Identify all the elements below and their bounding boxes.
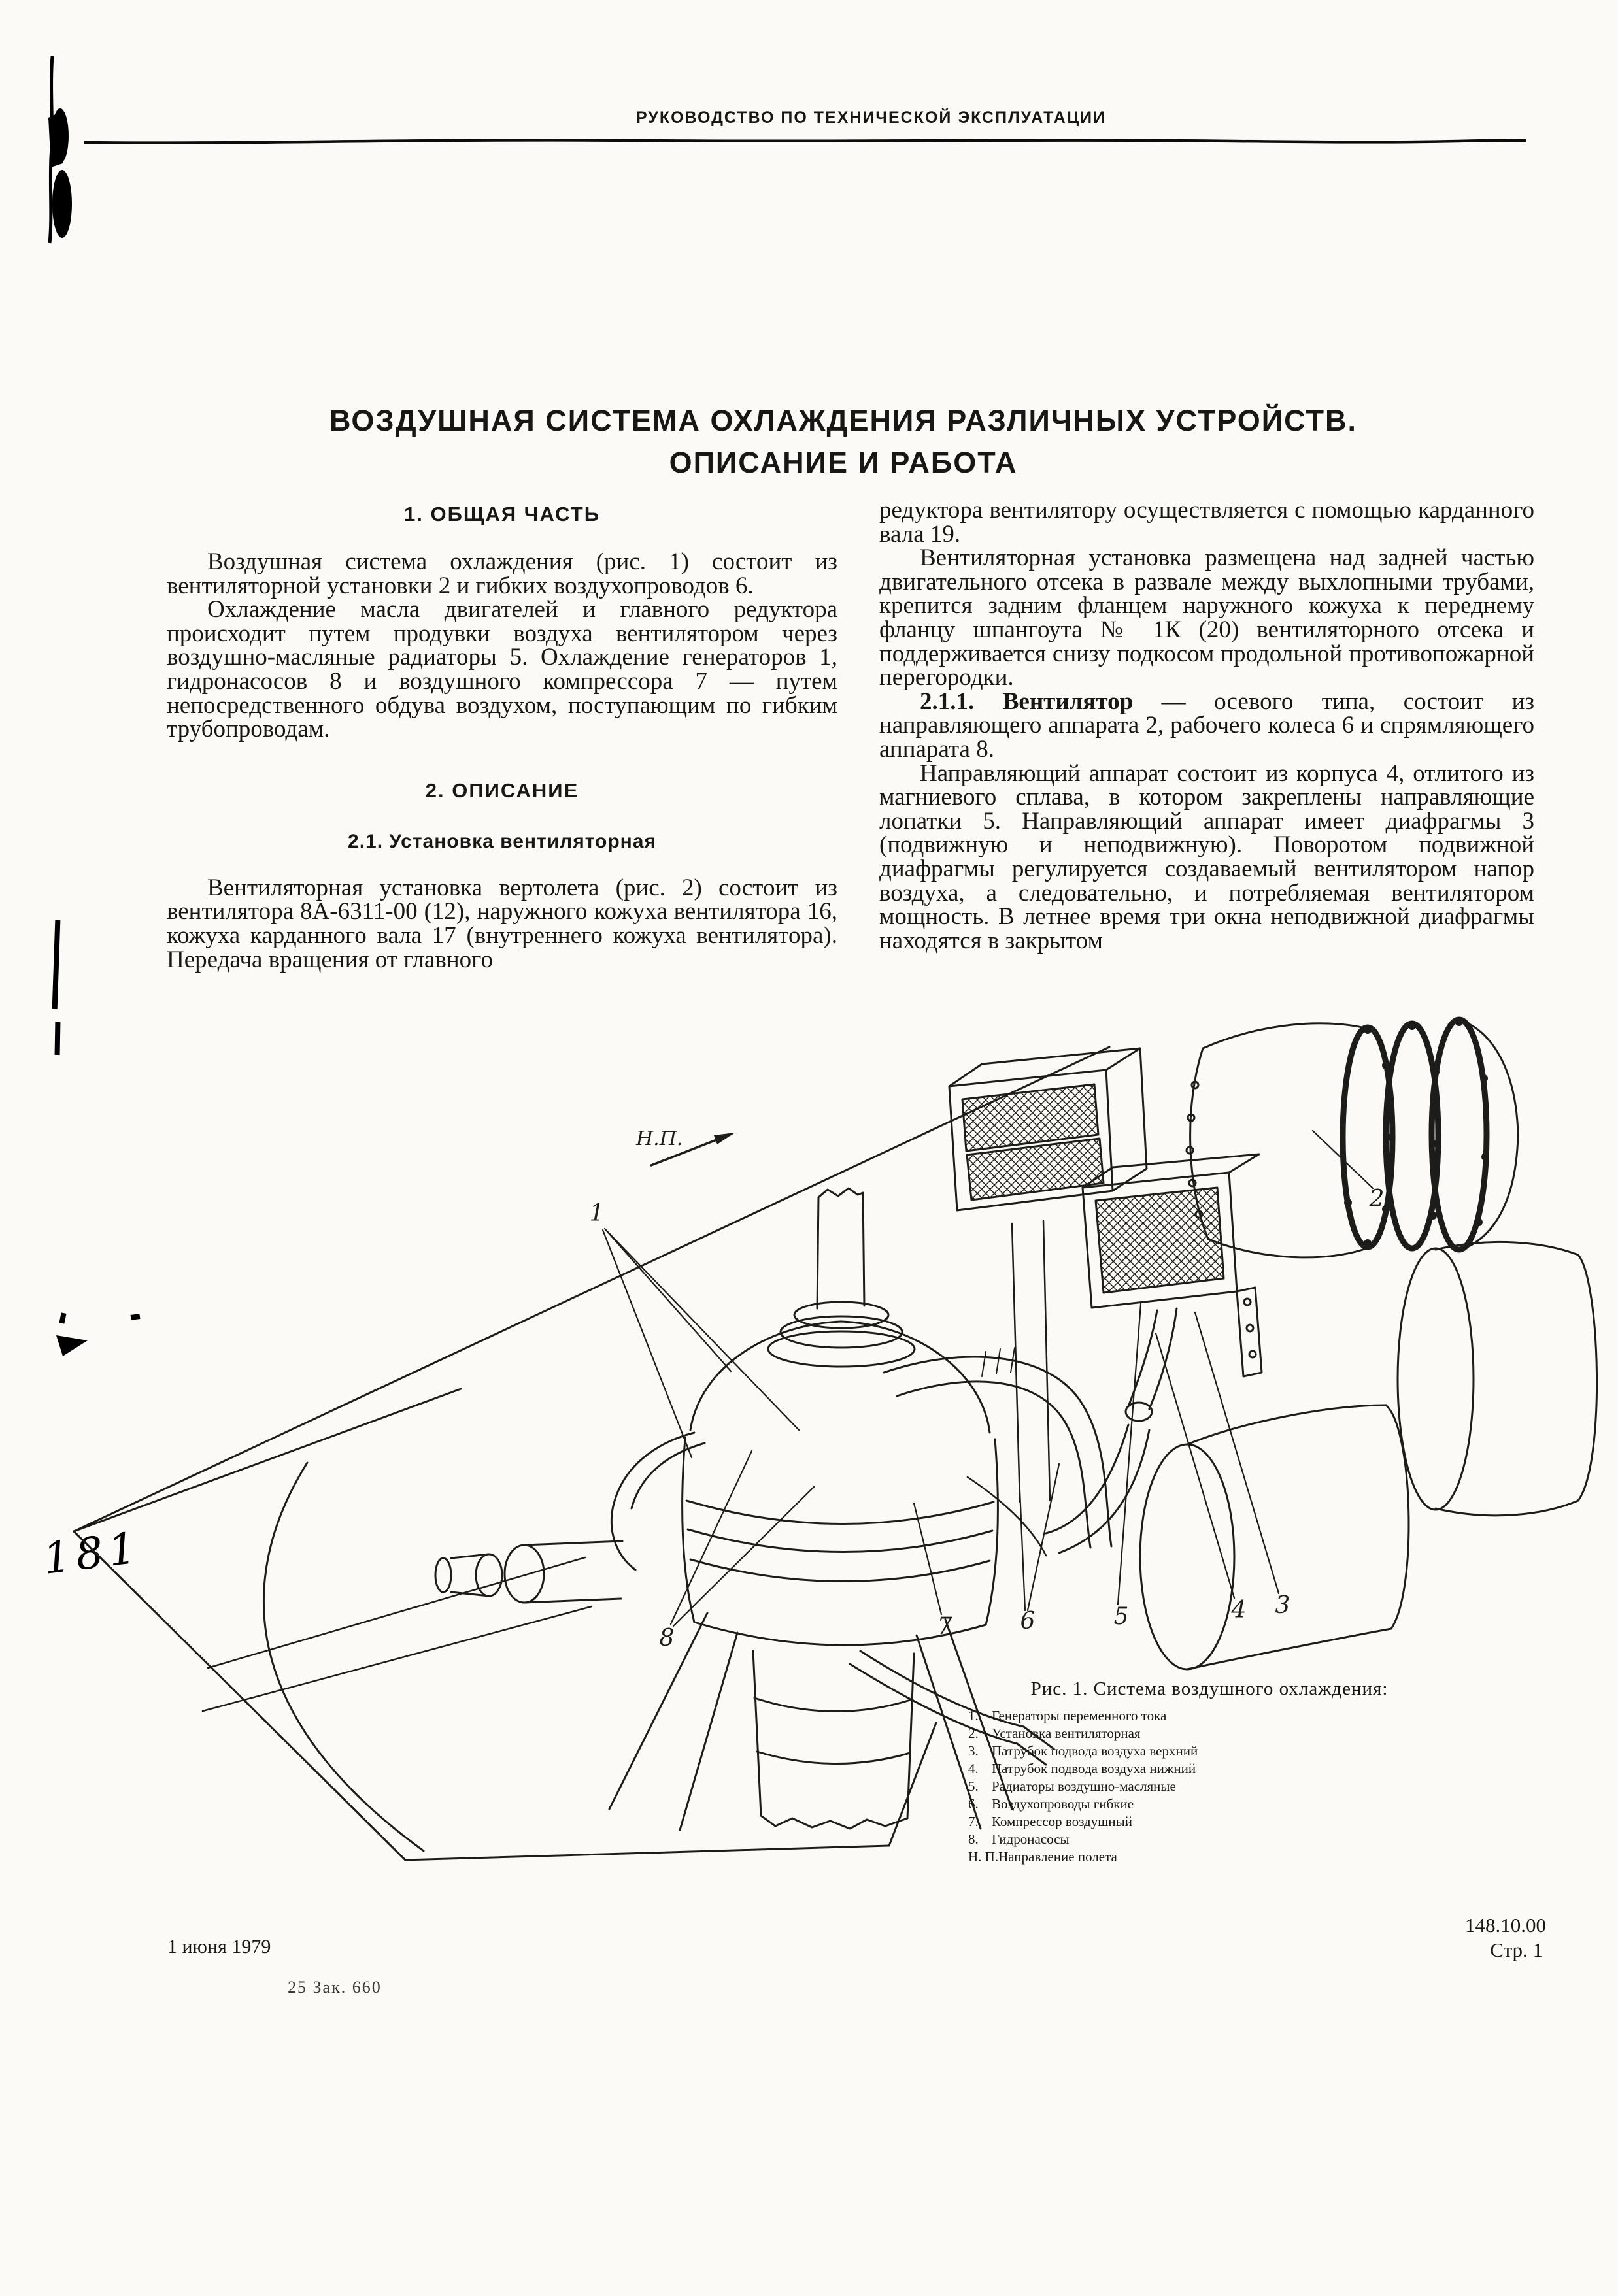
- legend-num: 5.: [968, 1778, 979, 1794]
- paragraph: Направляющий аппарат состоит из корпуса 4, отлитого из магниевого сплава, в котором закреплены направляющие лопатки 5. Направляющий аппарат имеет диафрагмы 3 (подвижную и неподвижную). Поворотом подвижной диафрагмы регулируется создаваемый вентилятором напор воздуха, а следовательно, и потребляемая вентилятором мощность. В летнее время три окна неподвижной диафрагмы находятся в закрытом: [879, 759, 1534, 954]
- header-rule: [84, 135, 1526, 146]
- figure-callout-4: 4: [1231, 1597, 1247, 1623]
- legend-num: 3.: [968, 1743, 979, 1759]
- page-title: [69, 400, 1618, 484]
- drive-flange: [505, 1545, 544, 1603]
- arrowhead-icon: [714, 1133, 735, 1144]
- figure-legend: [968, 1707, 1198, 1866]
- legend-num: Н. П.: [968, 1849, 999, 1865]
- support-rod: [203, 1557, 592, 1711]
- paragraph: Охлаждение масла двигателей и главного редуктора происходит путем продувки воздуха вентилятором через воздушно-масляные радиаторы 5. Охлаждение генераторов 1, гидронасосов 8 и воздушного компрессора 7 — путем непосредственного обдува воздухом, поступающим по гибким трубопроводам.: [167, 596, 837, 743]
- legend-num: 1.: [968, 1708, 979, 1723]
- legend-item: [968, 1813, 1198, 1831]
- figure-callout-8: 8: [659, 1625, 675, 1652]
- oil-pipe: [611, 1506, 635, 1570]
- gearbox-band: [690, 1559, 990, 1582]
- legend-item: [968, 1778, 1198, 1795]
- figure-callout-6: 6: [1020, 1608, 1036, 1635]
- margin-stroke: [52, 920, 61, 1009]
- legend-text: Компрессор воздушный: [992, 1814, 1132, 1829]
- gearbox-band: [688, 1529, 992, 1552]
- exhaust-cylinder-end: [1386, 1405, 1409, 1629]
- page-title-line1: ВОЗДУШНАЯ СИСТЕМА ОХЛАЖДЕНИЯ РАЗЛИЧНЫХ УСТРОЙСТВ.: [329, 404, 1357, 437]
- oil-pipe: [613, 1433, 705, 1508]
- legend-num: 8.: [968, 1831, 979, 1847]
- gearbox-jagged-bottom: [761, 1816, 907, 1829]
- exhaust-cylinder-end: [1578, 1255, 1597, 1501]
- legend-item: [968, 1725, 1198, 1742]
- legend-item: [968, 1831, 1198, 1848]
- shaft-collar: [794, 1302, 888, 1328]
- footer-date: 1 июня 1979: [167, 1936, 271, 1957]
- gearbox-lower-band: [754, 1698, 913, 1764]
- running-header: РУКОВОДСТВО ПО ТЕХНИЧЕСКОЙ ЭКСПЛУАТАЦИИ: [635, 108, 1107, 127]
- exhaust-cylinder-face: [1140, 1444, 1234, 1669]
- footer-doc-code: 148.10.00: [1465, 1914, 1546, 1937]
- gearbox-lower-case: [753, 1651, 914, 1818]
- footer-page-number: Стр. 1: [1490, 1938, 1543, 1961]
- section-heading-fan-unit: 2.1. Установка вентиляторная: [348, 830, 656, 852]
- paragraph: Вентиляторная установка вертолета (рис. 2) состоит из вентилятора 8А-6311-00 (12), наружного кожуха вентилятора 16, кожуха карданного вала 17 (внутреннего кожуха вентилятора). Передача вращения от главного: [167, 874, 837, 973]
- section-heading-description: 2. ОПИСАНИЕ: [425, 778, 579, 802]
- fuselage-edge: [889, 1723, 936, 1846]
- legend-text: Направление полета: [998, 1849, 1117, 1865]
- legend-num: 2.: [968, 1725, 979, 1741]
- exhaust-cylinder: [1436, 1242, 1578, 1515]
- legend-text: Воздухопроводы гибкие: [992, 1796, 1134, 1812]
- rotor-shaft: [817, 1193, 864, 1308]
- page-title-line2: ОПИСАНИЕ И РАБОТА: [669, 446, 1018, 479]
- fan-housing: [1208, 1239, 1370, 1257]
- legend-num: 6.: [968, 1796, 979, 1812]
- legend-num: 7.: [968, 1814, 979, 1829]
- exhaust-cylinder: [1187, 1405, 1391, 1669]
- fuselage-edge: [74, 1047, 1109, 1531]
- fuselage-edge: [405, 1846, 889, 1860]
- drive-flange: [476, 1554, 502, 1596]
- gearbox-dome: [690, 1322, 990, 1433]
- legend-item: [968, 1742, 1198, 1760]
- air-hose: [1128, 1308, 1177, 1409]
- subsection-number: 2.1.1. Вентилятор: [920, 688, 1134, 715]
- left-column: [167, 503, 837, 972]
- legend-item: [968, 1795, 1198, 1813]
- bolt-hole: [1244, 1299, 1251, 1305]
- leader-lines: [603, 1131, 1373, 1626]
- figure-drawing: [0, 1007, 1618, 1886]
- legend-text: Установка вентиляторная: [992, 1725, 1141, 1741]
- figure-callout-3: 3: [1275, 1592, 1290, 1619]
- figure-callout-1: 1: [589, 1200, 605, 1227]
- section-heading-general: 1. ОБЩАЯ ЧАСТЬ: [404, 503, 600, 525]
- bolt: [1189, 1180, 1196, 1186]
- right-column: [879, 499, 1534, 953]
- direction-label: Н.П.: [636, 1127, 683, 1150]
- figure-callout-2: 2: [1369, 1186, 1385, 1212]
- paragraph: Вентиляторная установка размещена над задней частью двигательного отсека в развале между выхлопными трубами, крепится задним фланцем наружного кожуха к переднему фланцу шпангоута № 1К (20) вентиляторного отсека и поддерживается снизу подкосом продольной противопожарной перегородки.: [879, 544, 1534, 691]
- figure-callout-5: 5: [1113, 1603, 1129, 1630]
- legend-num: 4.: [968, 1761, 979, 1776]
- radiator-box-top: [1083, 1154, 1259, 1188]
- shaft-collar: [768, 1331, 915, 1367]
- radiator-grille: [1096, 1188, 1224, 1293]
- drive-cap: [435, 1558, 451, 1592]
- legend-text: Генераторы переменного тока: [992, 1708, 1167, 1723]
- legend-text: Патрубок подвода воздуха верхний: [992, 1743, 1198, 1759]
- fuselage-edge: [74, 1389, 461, 1531]
- fairing-arc: [263, 1463, 424, 1851]
- figure-1: [0, 1007, 1618, 1886]
- figure-callout-7: 7: [937, 1613, 952, 1640]
- duct-banding: [982, 1348, 1015, 1376]
- air-duct: [897, 1382, 1090, 1548]
- handwritten-page-number: 181: [40, 1522, 144, 1584]
- paragraph-text: — осевого типа, состоит из направляющего аппарата 2, рабочего колеса 6 и спрямляющего аппарата 8.: [879, 688, 1535, 763]
- legend-text: Гидронасосы: [992, 1831, 1070, 1847]
- gearbox-band: [686, 1501, 994, 1524]
- paragraph: [879, 690, 1534, 762]
- fuselage-edge: [74, 1531, 405, 1860]
- binding-mark: [41, 52, 86, 248]
- legend-item: [968, 1848, 1198, 1866]
- paragraph: Воздушная система охлаждения (рис. 1) состоит из вентиляторной установки 2 и гибких воздухопроводов 6.: [167, 548, 837, 599]
- legend-text: Радиаторы воздушно-масляные: [992, 1778, 1176, 1794]
- compressor-pipe: [968, 1477, 1046, 1556]
- footer-print-code: 25 Зак. 660: [288, 1978, 382, 1997]
- legend-text: Патрубок подвода воздуха нижний: [992, 1761, 1196, 1776]
- fan-housing: [1203, 1023, 1368, 1048]
- rotor-shaft-break: [818, 1188, 863, 1197]
- legend-item: [968, 1707, 1198, 1725]
- legend-item: [968, 1760, 1198, 1778]
- paragraph: редуктора вентилятору осуществляется с помощью карданного вала 19.: [879, 497, 1534, 548]
- hose-clamp: [1126, 1403, 1152, 1421]
- bolt-hole: [1247, 1325, 1253, 1331]
- figure-caption: Рис. 1. Система воздушного охлаждения:: [1030, 1678, 1389, 1699]
- flange-bolts: [1344, 1018, 1489, 1247]
- exhaust-cylinder-face: [1398, 1248, 1474, 1510]
- bolt-hole: [1249, 1351, 1256, 1357]
